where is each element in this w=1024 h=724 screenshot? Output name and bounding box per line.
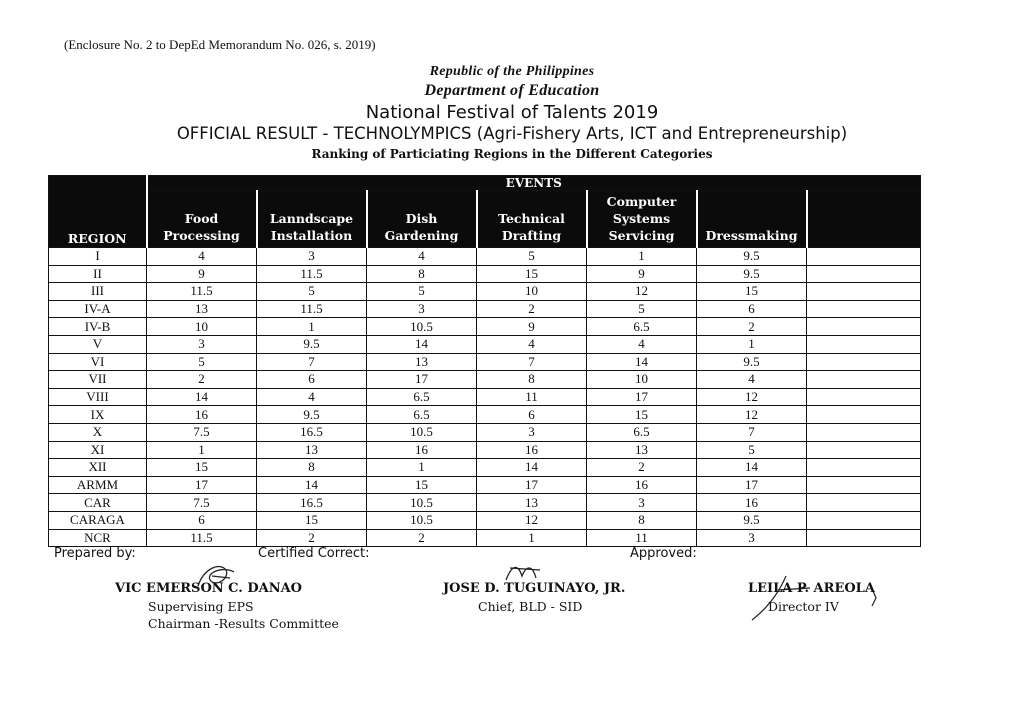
rank-cell: 15 <box>257 511 367 529</box>
category-header <box>147 191 257 248</box>
rank-cell: 17 <box>477 476 587 494</box>
table-row <box>49 441 921 459</box>
table-row <box>49 265 921 283</box>
rank-cell: 6.5 <box>587 318 697 336</box>
category-header-line: Systems <box>612 211 671 226</box>
rank-cell: 17 <box>587 388 697 406</box>
rank-cell: 4 <box>147 248 257 266</box>
region-header: REGION <box>49 176 147 248</box>
rank-cell: 6 <box>697 300 807 318</box>
department-heading: Department of Education <box>424 82 600 99</box>
republic-heading: Republic of the Philippines <box>429 64 595 79</box>
rank-cell: 16 <box>697 494 807 512</box>
rank-cell <box>807 353 921 371</box>
rank-cell: 1 <box>587 248 697 266</box>
rank-cell: 9.5 <box>697 248 807 266</box>
rank-cell: 3 <box>147 335 257 353</box>
ranking-table <box>48 175 921 547</box>
rank-cell: 3 <box>367 300 477 318</box>
region-cell: VIII <box>49 388 147 406</box>
rank-cell: 11.5 <box>257 300 367 318</box>
prepared-by-name: VIC EMERSON C. DANAO <box>115 581 302 596</box>
rank-cell: 2 <box>367 529 477 547</box>
rank-cell: 12 <box>477 511 587 529</box>
rank-cell: 16.5 <box>257 494 367 512</box>
category-header <box>257 191 367 248</box>
rank-cell: 7 <box>257 353 367 371</box>
category-header-line <box>808 227 921 244</box>
rank-cell: 16.5 <box>257 423 367 441</box>
rank-cell: 12 <box>697 388 807 406</box>
table-row <box>49 529 921 547</box>
rank-cell: 5 <box>587 300 697 318</box>
rank-cell: 9.5 <box>697 265 807 283</box>
rank-cell: 9 <box>477 318 587 336</box>
region-cell: VII <box>49 371 147 389</box>
rank-cell: 9 <box>147 265 257 283</box>
rank-cell <box>807 423 921 441</box>
rank-cell: 15 <box>147 459 257 477</box>
prepared-by-label: Prepared by: <box>54 546 136 561</box>
rank-cell <box>807 459 921 477</box>
rank-cell: 13 <box>477 494 587 512</box>
category-header-line <box>698 210 806 227</box>
rank-cell: 4 <box>367 248 477 266</box>
rank-cell: 3 <box>477 423 587 441</box>
category-header-line: Dish <box>405 211 438 226</box>
rank-cell: 2 <box>147 371 257 389</box>
rank-cell: 16 <box>367 441 477 459</box>
rank-cell: 16 <box>477 441 587 459</box>
rank-cell: 14 <box>477 459 587 477</box>
region-cell: V <box>49 335 147 353</box>
category-header-line: Gardening <box>384 228 459 243</box>
rank-cell: 10.5 <box>367 318 477 336</box>
rank-cell: 17 <box>367 371 477 389</box>
rank-cell: 5 <box>147 353 257 371</box>
rank-cell: 14 <box>587 353 697 371</box>
rank-cell: 6.5 <box>367 388 477 406</box>
table-row <box>49 476 921 494</box>
rank-cell: 1 <box>477 529 587 547</box>
rank-cell <box>807 441 921 459</box>
table-row <box>49 459 921 477</box>
category-header-line: Lanndscape <box>269 211 354 226</box>
region-cell: X <box>49 423 147 441</box>
category-header-line <box>808 210 921 227</box>
category-header-line <box>258 193 366 210</box>
category-header <box>477 191 587 248</box>
region-cell: II <box>49 265 147 283</box>
rank-cell <box>807 265 921 283</box>
rank-cell: 6 <box>477 406 587 424</box>
rank-cell: 10.5 <box>367 423 477 441</box>
rank-cell: 15 <box>477 265 587 283</box>
rank-cell <box>807 300 921 318</box>
table-row <box>49 494 921 512</box>
region-cell: ARMM <box>49 476 147 494</box>
rank-cell <box>807 476 921 494</box>
region-cell: CARAGA <box>49 511 147 529</box>
rank-cell: 13 <box>587 441 697 459</box>
rank-cell: 6 <box>257 371 367 389</box>
rank-cell <box>807 511 921 529</box>
region-cell: IV-B <box>49 318 147 336</box>
rank-cell: 5 <box>367 283 477 301</box>
rank-cell: 15 <box>587 406 697 424</box>
category-header-line: Dressmaking <box>705 228 798 243</box>
table-row <box>49 335 921 353</box>
rank-cell <box>807 388 921 406</box>
rank-cell: 4 <box>697 371 807 389</box>
category-header-line: Processing <box>163 228 240 243</box>
rank-cell: 14 <box>147 388 257 406</box>
rank-cell: 1 <box>147 441 257 459</box>
header-row-categories <box>49 191 921 248</box>
table-row <box>49 388 921 406</box>
rank-cell <box>807 335 921 353</box>
rank-cell: 10.5 <box>367 494 477 512</box>
rank-cell: 2 <box>697 318 807 336</box>
rank-cell: 9.5 <box>697 511 807 529</box>
category-header-line: Computer <box>606 194 677 209</box>
rank-cell: 12 <box>697 406 807 424</box>
rank-cell: 3 <box>697 529 807 547</box>
category-header-line <box>808 193 921 210</box>
rank-cell: 7.5 <box>147 494 257 512</box>
rank-cell: 5 <box>697 441 807 459</box>
prepared-by-role: Supervising EPS <box>148 599 254 614</box>
rank-cell <box>807 494 921 512</box>
rank-cell: 1 <box>257 318 367 336</box>
rank-cell: 11.5 <box>147 283 257 301</box>
rank-cell: 13 <box>147 300 257 318</box>
official-result-title: OFFICIAL RESULT - TECHNOLYMPICS (Agri-Fishery Arts, ICT and Entrepreneurship) <box>176 124 848 143</box>
certified-by-name: JOSE D. TUGUINAYO, JR. <box>443 581 626 596</box>
certified-by-role: Chief, BLD - SID <box>478 599 583 614</box>
rank-cell: 16 <box>587 476 697 494</box>
region-cell: CAR <box>49 494 147 512</box>
rank-cell: 8 <box>477 371 587 389</box>
rank-cell: 14 <box>697 459 807 477</box>
rank-cell: 13 <box>367 353 477 371</box>
rank-cell: 14 <box>367 335 477 353</box>
table-row <box>49 353 921 371</box>
rank-cell: 15 <box>697 283 807 301</box>
rank-cell: 11.5 <box>147 529 257 547</box>
rank-cell <box>807 248 921 266</box>
rank-cell: 1 <box>697 335 807 353</box>
category-header-line: Servicing <box>608 228 675 243</box>
category-header <box>367 191 477 248</box>
rank-cell <box>807 529 921 547</box>
category-header-line: Installation <box>270 228 353 243</box>
rank-cell: 4 <box>257 388 367 406</box>
rank-cell: 11.5 <box>257 265 367 283</box>
rank-cell: 6.5 <box>587 423 697 441</box>
category-header <box>697 191 807 248</box>
rank-cell: 6.5 <box>367 406 477 424</box>
table-row <box>49 300 921 318</box>
rank-cell: 7 <box>697 423 807 441</box>
rank-cell: 10 <box>587 371 697 389</box>
events-header: EVENTS <box>147 176 921 191</box>
prepared-by-role-2: Chairman -Results Committee <box>148 616 339 631</box>
region-cell: VI <box>49 353 147 371</box>
region-cell: I <box>49 248 147 266</box>
rank-cell: 9.5 <box>697 353 807 371</box>
rank-cell: 7.5 <box>147 423 257 441</box>
rank-cell <box>807 406 921 424</box>
rank-cell: 7 <box>477 353 587 371</box>
table-body <box>49 248 921 547</box>
certified-correct-label: Certified Correct: <box>258 546 370 561</box>
region-cell: III <box>49 283 147 301</box>
region-cell: NCR <box>49 529 147 547</box>
approved-by-name: LEILA P. AREOLA <box>748 581 875 596</box>
rank-cell: 15 <box>367 476 477 494</box>
rank-cell <box>807 283 921 301</box>
table-row <box>49 248 921 266</box>
rank-cell <box>807 371 921 389</box>
rank-cell: 8 <box>367 265 477 283</box>
table-row <box>49 371 921 389</box>
rank-cell: 4 <box>587 335 697 353</box>
table-row <box>49 423 921 441</box>
rank-cell: 5 <box>257 283 367 301</box>
rank-cell: 2 <box>587 459 697 477</box>
category-header <box>807 191 921 248</box>
category-header <box>587 191 697 248</box>
rank-cell: 11 <box>477 388 587 406</box>
rank-cell: 3 <box>587 494 697 512</box>
festival-title: National Festival of Talents 2019 <box>365 102 659 123</box>
category-header-line: Drafting <box>501 228 562 243</box>
rank-cell: 8 <box>587 511 697 529</box>
rank-cell: 14 <box>257 476 367 494</box>
rank-cell: 2 <box>257 529 367 547</box>
category-header-line <box>148 193 256 210</box>
rank-cell: 11 <box>587 529 697 547</box>
rank-cell <box>807 318 921 336</box>
rank-cell: 9 <box>587 265 697 283</box>
category-header-line: Technical <box>498 211 565 226</box>
rank-cell: 4 <box>477 335 587 353</box>
region-cell: XII <box>49 459 147 477</box>
rank-cell: 3 <box>257 248 367 266</box>
rank-cell: 8 <box>257 459 367 477</box>
table-row <box>49 406 921 424</box>
rank-cell: 10 <box>147 318 257 336</box>
approved-label: Approved: <box>630 546 697 561</box>
rank-cell: 9.5 <box>257 406 367 424</box>
region-cell: IV-A <box>49 300 147 318</box>
rank-cell: 10 <box>477 283 587 301</box>
rank-cell: 2 <box>477 300 587 318</box>
region-cell: IX <box>49 406 147 424</box>
rank-cell: 9.5 <box>257 335 367 353</box>
rank-cell: 5 <box>477 248 587 266</box>
rank-cell: 1 <box>367 459 477 477</box>
rank-cell: 17 <box>697 476 807 494</box>
category-header-line: Food <box>184 211 219 226</box>
region-cell: XI <box>49 441 147 459</box>
approved-by-role: Director IV <box>768 599 839 614</box>
signature-areola <box>750 570 880 622</box>
table-row <box>49 511 921 529</box>
table-row <box>49 318 921 336</box>
header-row-events <box>49 176 921 191</box>
table-row <box>49 283 921 301</box>
rank-cell: 16 <box>147 406 257 424</box>
category-header-line <box>368 193 476 210</box>
category-header-line <box>698 193 806 210</box>
ranking-subtitle: Ranking of Particiating Regions in the Different Categories <box>311 147 713 161</box>
rank-cell: 10.5 <box>367 511 477 529</box>
category-header-line <box>478 193 586 210</box>
rank-cell: 13 <box>257 441 367 459</box>
enclosure-note: (Enclosure No. 2 to DepEd Memorandum No. 026, s. 2019) <box>64 37 376 52</box>
rank-cell: 6 <box>147 511 257 529</box>
rank-cell: 17 <box>147 476 257 494</box>
rank-cell: 12 <box>587 283 697 301</box>
